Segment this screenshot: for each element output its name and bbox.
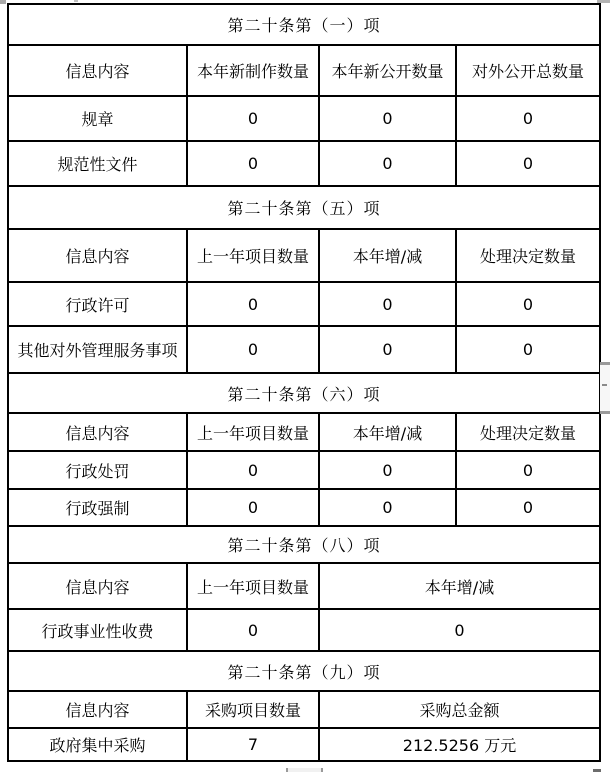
cell-value: 212.5256 万元 bbox=[319, 728, 600, 761]
page-edge-artifact bbox=[0, 0, 6, 4]
column-header: 本年增/减 bbox=[319, 413, 456, 451]
column-header: 本年新公开数量 bbox=[319, 45, 456, 96]
row-label: 规章 bbox=[8, 96, 187, 141]
section-title: 第二十条第（八）项 bbox=[8, 526, 600, 563]
section-title: 第二十条第（一）项 bbox=[8, 4, 600, 45]
column-header: 信息内容 bbox=[8, 413, 187, 451]
cell-value: 0 bbox=[319, 141, 456, 186]
cell-value: 0 bbox=[319, 96, 456, 141]
column-header: 信息内容 bbox=[8, 45, 187, 96]
column-header: 信息内容 bbox=[8, 691, 187, 728]
row-label: 行政许可 bbox=[8, 282, 187, 326]
cell-value: 0 bbox=[319, 282, 456, 326]
section-title-row bbox=[8, 4, 600, 45]
cell-value: 0 bbox=[456, 96, 600, 141]
section-title: 第二十条第（六）项 bbox=[8, 373, 600, 413]
row-label: 其他对外管理服务事项 bbox=[8, 326, 187, 373]
column-header-row bbox=[8, 413, 600, 451]
table-row bbox=[8, 728, 600, 761]
column-header: 信息内容 bbox=[8, 563, 187, 609]
vertical-scrollbar-thumb[interactable] bbox=[600, 362, 610, 414]
cell-value: 0 bbox=[187, 326, 319, 373]
table-row bbox=[8, 609, 600, 651]
scrollbar-grip-icon bbox=[602, 384, 607, 386]
row-label: 规范性文件 bbox=[8, 141, 187, 186]
column-header-row bbox=[8, 45, 600, 96]
cell-value: 0 bbox=[456, 326, 600, 373]
table-row bbox=[8, 489, 600, 526]
cell-value: 0 bbox=[187, 96, 319, 141]
column-header: 本年增/减 bbox=[319, 563, 600, 609]
horizontal-scrollbar-thumb[interactable] bbox=[286, 768, 323, 772]
table-row bbox=[8, 96, 600, 141]
cell-value: 0 bbox=[187, 451, 319, 489]
column-marker-tick bbox=[74, 0, 78, 2]
column-header: 上一年项目数量 bbox=[187, 563, 319, 609]
table-row bbox=[8, 451, 600, 489]
cell-value: 0 bbox=[456, 141, 600, 186]
section-title-row bbox=[8, 651, 600, 691]
column-header: 处理决定数量 bbox=[456, 413, 600, 451]
cell-value: 0 bbox=[319, 609, 600, 651]
section-title: 第二十条第（五）项 bbox=[8, 186, 600, 229]
table-row bbox=[8, 282, 600, 326]
cell-value: 0 bbox=[187, 489, 319, 526]
column-header: 采购项目数量 bbox=[187, 691, 319, 728]
column-header: 处理决定数量 bbox=[456, 229, 600, 282]
row-label: 行政事业性收费 bbox=[8, 609, 187, 651]
cell-value: 0 bbox=[319, 451, 456, 489]
cell-value: 0 bbox=[456, 489, 600, 526]
cell-value: 7 bbox=[187, 728, 319, 761]
row-label: 行政处罚 bbox=[8, 451, 187, 489]
cell-value: 0 bbox=[319, 326, 456, 373]
cell-value: 0 bbox=[456, 451, 600, 489]
section-title-row bbox=[8, 373, 600, 413]
column-header: 信息内容 bbox=[8, 229, 187, 282]
row-label: 政府集中采购 bbox=[8, 728, 187, 761]
cell-value: 0 bbox=[187, 141, 319, 186]
cell-value: 0 bbox=[319, 489, 456, 526]
cell-value: 0 bbox=[456, 282, 600, 326]
table-row bbox=[8, 326, 600, 373]
disclosure-table bbox=[7, 3, 601, 762]
row-label: 行政强制 bbox=[8, 489, 187, 526]
section-title-row bbox=[8, 526, 600, 563]
section-title-row bbox=[8, 186, 600, 229]
section-title: 第二十条第（九）项 bbox=[8, 651, 600, 691]
column-header-row bbox=[8, 563, 600, 609]
cell-value: 0 bbox=[187, 609, 319, 651]
cell-value: 0 bbox=[187, 282, 319, 326]
column-header: 对外公开总数量 bbox=[456, 45, 600, 96]
column-header: 上一年项目数量 bbox=[187, 413, 319, 451]
table-row bbox=[8, 141, 600, 186]
column-header: 本年新制作数量 bbox=[187, 45, 319, 96]
column-header: 上一年项目数量 bbox=[187, 229, 319, 282]
column-header-row bbox=[8, 229, 600, 282]
column-header-row bbox=[8, 691, 600, 728]
column-header: 本年增/减 bbox=[319, 229, 456, 282]
page-edge-artifact bbox=[597, 0, 610, 3]
column-header: 采购总金额 bbox=[319, 691, 600, 728]
